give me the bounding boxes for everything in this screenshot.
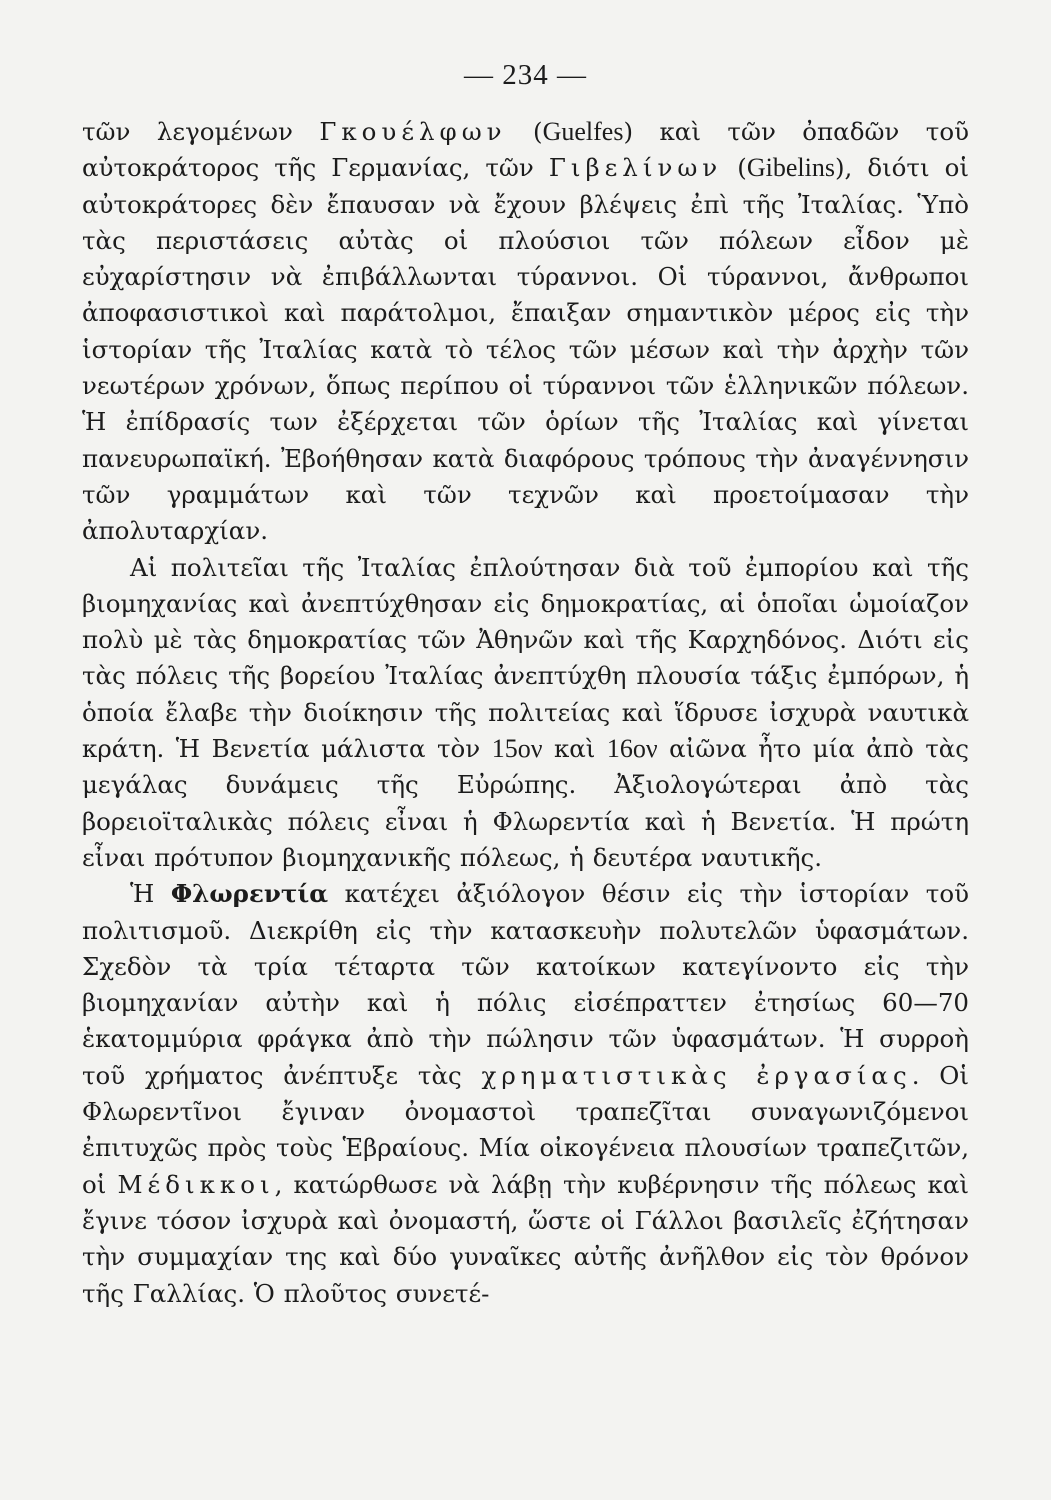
page-number: — 234 — xyxy=(464,59,587,91)
text-segment: τῶν λεγομένων xyxy=(82,117,320,146)
paragraph xyxy=(82,876,969,1312)
text-segment: αἰῶνα ἦτο μία ἀπὸ τὰς μεγάλας δυνάμεις τῆς Εὐρώπης. Ἀξιολογώτεραι ἀπὸ τὰς βορειοϊταλικὰς πόλεις εἶναι ἡ Φλωρεντία καὶ ἡ Βενετία. Ἡ πρώτη εἶναι πρότυπον βιομηχανικῆς πόλεως, ἡ δευτέρα ναυτικῆς. xyxy=(82,734,970,872)
text-segment: Αἱ πολιτεῖαι τῆς Ἰταλίας ἐπλούτησαν διὰ τοῦ ἐμπορίου καὶ τῆς βιομηχανίας καὶ ἀνεπτύχθησαν εἰς δημοκρατίας, αἱ ὁποῖαι ὡμοίαζον πολὺ μὲ τὰς δημοκρατίας τῶν Ἀθηνῶν καὶ τῆς Καρχηδόνος. Διότι εἰς τὰς πόλεις τῆς βορείου Ἰταλίας ἀνεπτύχθη πλουσία τάξις ἐμπόρων, ἡ ὁποία ἔλαβε τὴν διοίκησιν τῆς πολιτείας καὶ ἵδρυσε ἰσχυρὰ ναυτικὰ κράτη. Ἡ Βενετία μάλιστα τὸν xyxy=(82,552,969,764)
text-segment: . Οἱ Φλωρεντῖνοι ἔγιναν ὀνομαστοὶ τραπεζῖται συναγωνιζόμενοι ἐπιτυχῶς πρὸς τοὺς Ἑβραίους. Μία οἰκογένεια πλουσίων τραπεζιτῶν, οἱ xyxy=(82,1060,969,1199)
latin-text: Gibelins xyxy=(746,153,835,183)
paragraph xyxy=(82,550,969,877)
text-segment: ) καὶ τῶν ὀπαδῶν τοῦ αὐτοκράτορος τῆς Γερμανίας, τῶν xyxy=(82,117,969,183)
paragraph xyxy=(82,114,969,550)
text-segment: ( xyxy=(722,153,747,183)
latin-text: 15ον xyxy=(491,734,543,764)
spaced-term: Γκουέλφων xyxy=(319,117,507,146)
emphasized-term: Φλωρεντία xyxy=(170,879,329,909)
latin-text: Guelfes xyxy=(542,117,624,146)
spaced-term: χρηματιστικὰς ἐργασίας xyxy=(481,1060,912,1090)
text-segment: , κατώρθωσε νὰ λάβῃ τὴν κυβέρνησιν τῆς πόλεως καὶ ἔγινε τόσον ἰσχυρὰ καὶ ὀνομαστή, ὥστε οἱ Γάλλοι βασιλεῖς ἐζήτησαν τὴν συμμαχίαν της καὶ δύο γυναῖκες αὐτῆς ἀνῆλθον εἰς τὸν θρόνον τῆς Γαλλίας. Ὁ πλοῦτος συνετέ- xyxy=(82,1169,969,1308)
text-segment: κατέχει ἀξιόλογον θέσιν εἰς τὴν ἱστορίαν τοῦ πολιτισμοῦ. Διεκρίθη εἰς τὴν κατασκευὴν πολυτελῶν ὑφασμάτων. Σχεδὸν τὰ τρία τέταρτα τῶν κατοίκων κατεγίνοντο εἰς τὴν βιομηχανίαν αὐτὴν καὶ ἡ πόλις εἰσέπραττεν ἐτησίως 60—70 ἑκατομμύρια φράγκα ἀπὸ τὴν πώλησιν τῶν ὑφασμάτων. Ἡ συρροὴ τοῦ χρήματος ἀνέπτυξε τὰς xyxy=(82,879,969,1090)
text-segment: ), διότι οἱ αὐτοκράτορες δὲν ἔπαυσαν νὰ ἔχουν βλέψεις ἐπὶ τῆς Ἰταλίας. Ὑπὸ τὰς περιστάσεις αὐτὰς οἱ πλούσιοι τῶν πόλεων εἶδον μὲ εὐχαρίστησιν νὰ ἐπιβάλλωνται τύραννοι. Οἱ τύραννοι, ἄνθρωποι ἀποφασιστικοὶ καὶ παράτολμοι, ἔπαιξαν σημαντικὸν μέρος εἰς τὴν ἱστορίαν τῆς Ἰταλίας κατὰ τὸ τέλος τῶν μέσων καὶ τὴν ἀρχὴν τῶν νεωτέρων χρόνων, ὅπως περίπου οἱ τύραννοι τῶν ἑλληνικῶν πόλεων. Ἡ ἐπίδρασίς των ἐξέρχεται τῶν ὁρίων τῆς Ἰταλίας καὶ γίνεται πανευρωπαϊκή. Ἐβοήθησαν κατὰ διαφόρους τρόπους τὴν ἀναγέννησιν τῶν γραμμάτων καὶ τῶν τεχνῶν καὶ προετοίμασαν τὴν ἀπολυταρχίαν. xyxy=(82,153,969,546)
text-segment: Ἡ xyxy=(130,879,171,909)
latin-text: 16ον xyxy=(606,734,658,764)
spaced-term: Γιβελίνων xyxy=(548,153,723,183)
body-text xyxy=(82,114,969,1312)
text-segment: καὶ xyxy=(542,734,607,764)
text-segment: ( xyxy=(506,117,543,146)
spaced-term: Μέδικκοι xyxy=(117,1169,275,1199)
